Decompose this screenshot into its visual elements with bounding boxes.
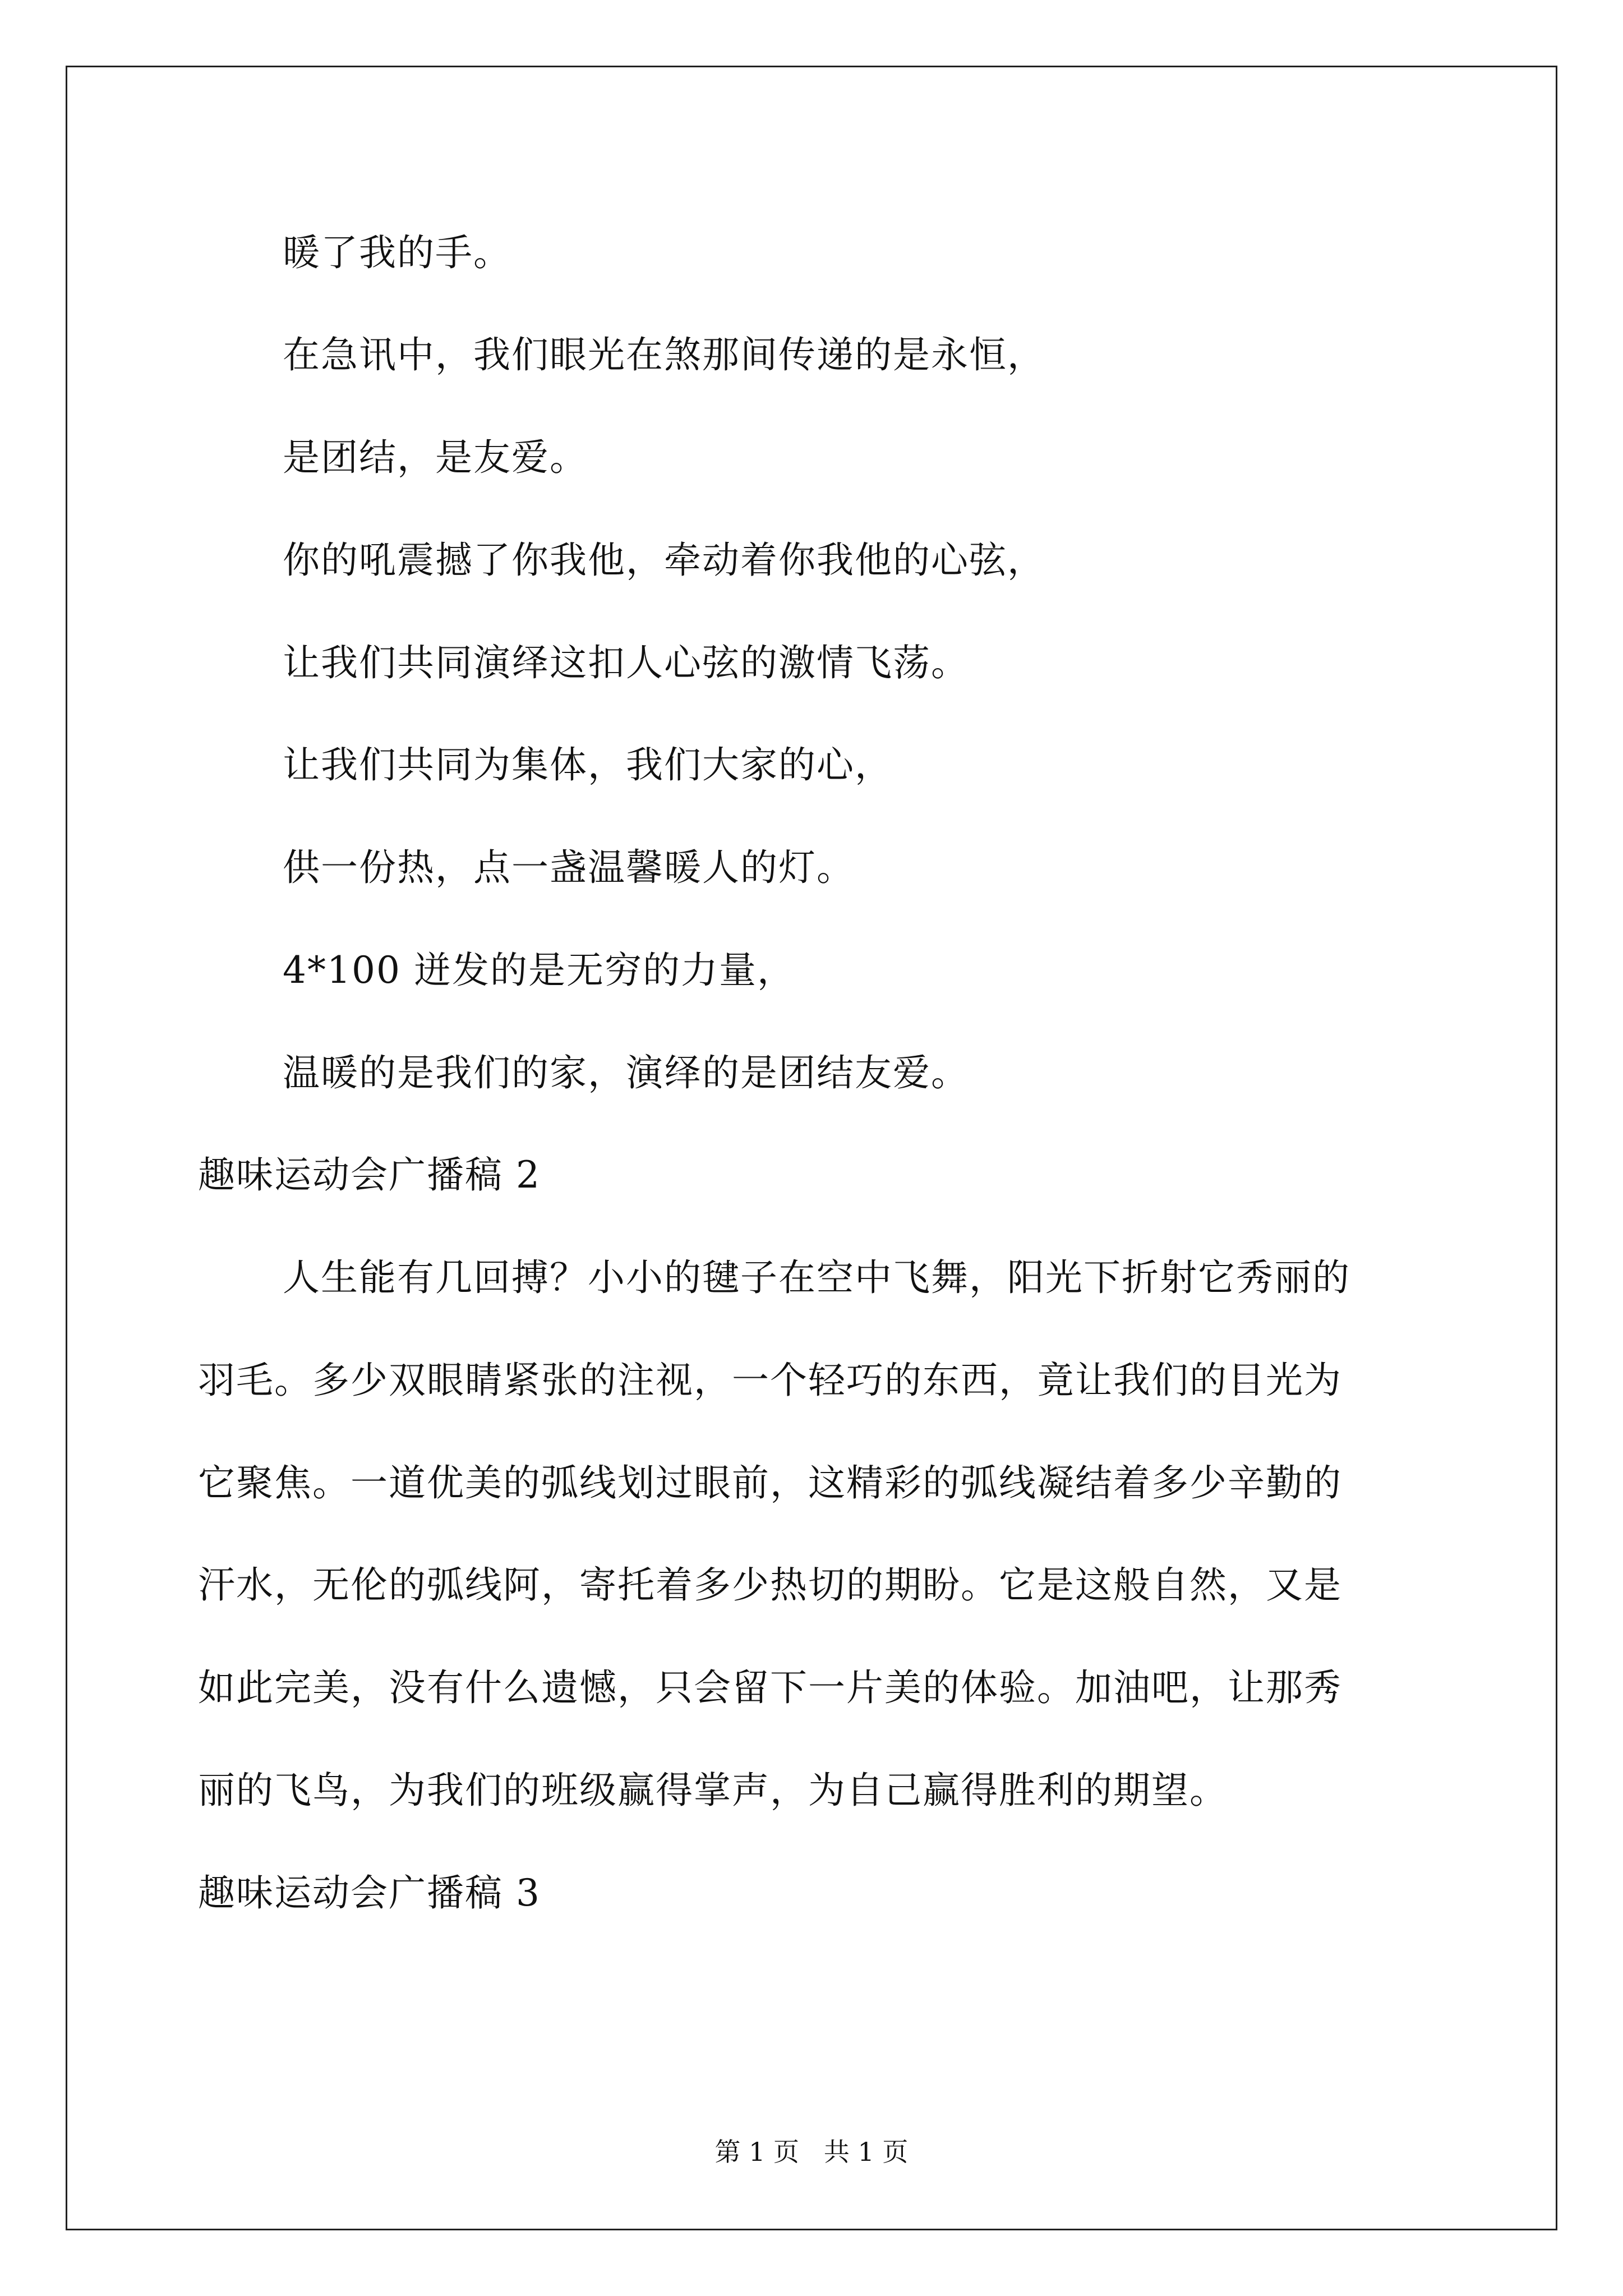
section-heading: 趣味运动会广播稿 3 <box>198 1871 541 1915</box>
poem-line: 在急讯中，我们眼光在煞那间传递的是永恒， <box>283 333 1045 376</box>
paragraph-line: 它聚焦。一道优美的弧线划过眼前，这精彩的弧线凝结着多少辛勤的 <box>198 1461 1342 1504</box>
poem-line: 温暖的是我们的家，演绎的是团结友爱。 <box>283 1051 969 1094</box>
poem-line: 4*100 迸发的是无穷的力量， <box>283 949 795 992</box>
poem-line: 是团结，是友爱。 <box>283 436 588 479</box>
paragraph-line: 人生能有几回搏？小小的毽子在空中飞舞，阳光下折射它秀丽的 <box>283 1256 1350 1299</box>
section-heading: 趣味运动会广播稿 2 <box>198 1153 541 1197</box>
poem-line: 供一份热，点一盏温馨暖人的灯。 <box>283 846 855 889</box>
poem-line: 暖了我的手。 <box>283 231 511 274</box>
paragraph-line: 如此完美，没有什么遗憾，只会留下一片美的体验。加油吧，让那秀 <box>198 1666 1342 1709</box>
page-footer: 第 1 页 共 1 页 <box>714 2137 909 2167</box>
paragraph-line: 丽的飞鸟，为我们的班级赢得掌声，为自己赢得胜利的期望。 <box>198 1769 1228 1812</box>
poem-line: 让我们共同为集体，我们大家的心， <box>283 743 893 786</box>
paragraph-line: 汗水，无伦的弧线阿，寄托着多少热切的期盼。它是这般自然，又是 <box>198 1563 1342 1607</box>
poem-line: 你的吼震撼了你我他，牵动着你我他的心弦， <box>283 539 1045 582</box>
paragraph-line: 羽毛。多少双眼睛紧张的注视，一个轻巧的东西，竟让我们的目光为 <box>198 1359 1342 1402</box>
poem-line: 让我们共同演绎这扣人心弦的激情飞荡。 <box>283 641 969 684</box>
